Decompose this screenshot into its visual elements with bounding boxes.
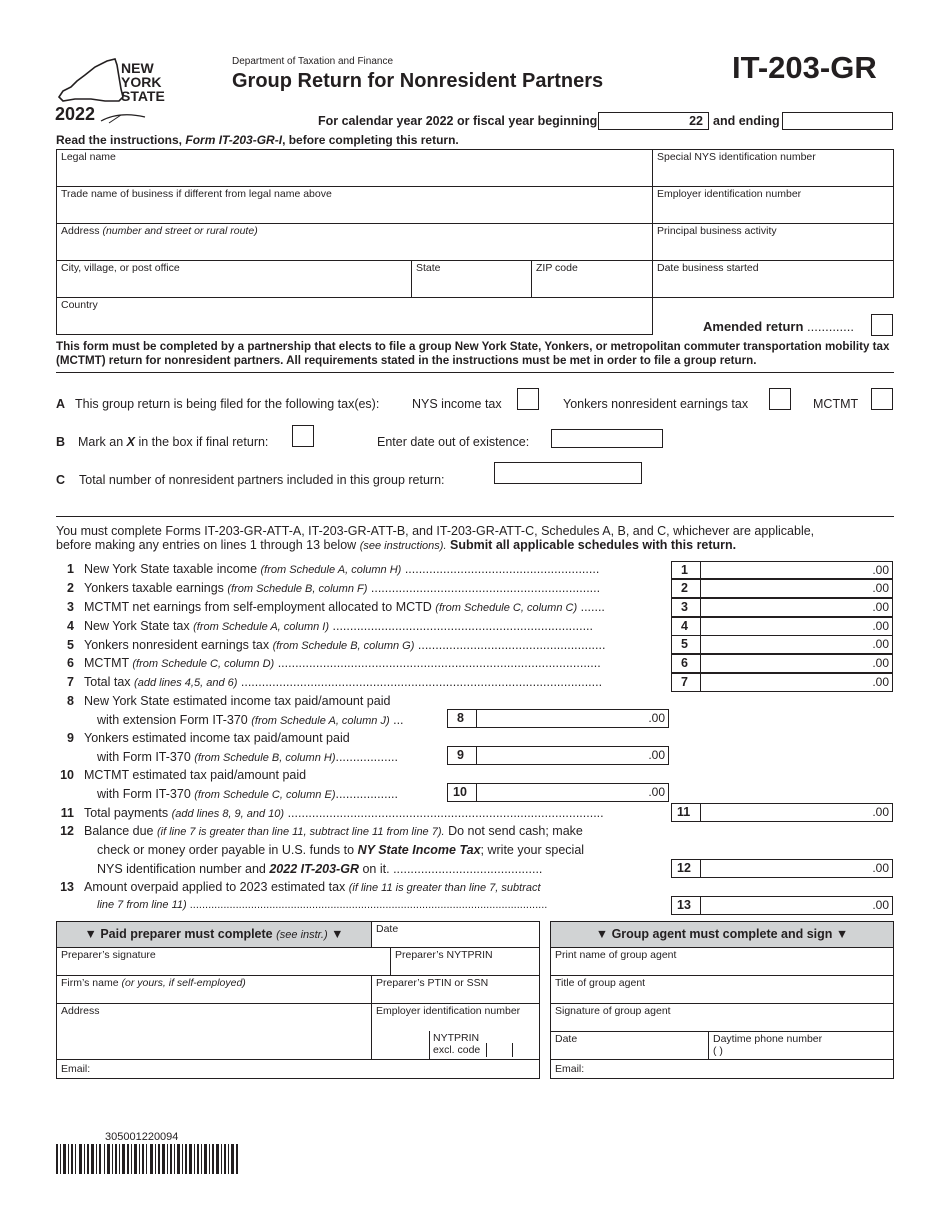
preparer-address-field[interactable]: Address (56, 1003, 372, 1060)
nys-income-tax-checkbox[interactable] (517, 388, 539, 410)
triangle-down-icon: ▼ (835, 927, 849, 941)
paid-preparer-header: ▼ Paid preparer must complete (see instr.) ▼ (56, 921, 372, 948)
question-c-text: Total number of nonresident partners included in this group return: (79, 473, 445, 487)
schedule-instructions-1: You must complete Forms IT-203-GR-ATT-A, IT-203-GR-ATT-B, and IT-203-GR-ATT-C, Schedules A, B, and C, whichever are applicable, (56, 524, 815, 538)
final-return-checkbox[interactable] (292, 425, 314, 447)
date-out-of-existence-label: Enter date out of existence: (377, 435, 530, 449)
line-13-amount[interactable]: .00 (700, 896, 893, 915)
logo-text-state: STATE (121, 88, 165, 104)
special-id-field[interactable]: Special NYS identification number (652, 149, 894, 187)
divider-mid (56, 516, 894, 517)
line-12-amount[interactable]: .00 (700, 859, 893, 878)
date-started-field[interactable]: Date business started (652, 260, 894, 298)
date-out-of-existence-field[interactable] (551, 429, 663, 448)
yonkers-tax-checkbox[interactable] (769, 388, 791, 410)
amended-return-checkbox[interactable] (871, 314, 893, 336)
fiscal-begin-year: 22 (689, 114, 703, 128)
preparer-signature-field[interactable]: Preparer’s signature (56, 947, 391, 976)
agent-title-field[interactable]: Title of group agent (550, 975, 894, 1004)
group-agent-section (550, 921, 894, 1079)
preparer-nytprin-field[interactable]: Preparer’s NYTPRIN (390, 947, 540, 976)
paid-preparer-section (56, 921, 540, 1079)
line-6-amount[interactable]: .00 (700, 654, 893, 673)
amended-return-label: Amended return ............. (703, 319, 854, 334)
preparer-ein-field[interactable]: Employer identification number (371, 1003, 540, 1032)
department-name: Department of Taxation and Finance (232, 56, 394, 67)
group-agent-header: ▼ Group agent must complete and sign ▼ (550, 921, 894, 948)
divider-top (56, 372, 894, 373)
triangle-down-icon: ▼ (595, 927, 609, 941)
line-10-amount[interactable]: .00 (476, 783, 669, 802)
agent-date-field[interactable]: Date (550, 1031, 709, 1060)
logo-text-new: NEW (121, 60, 154, 76)
yonkers-tax-label: Yonkers nonresident earnings tax (563, 397, 749, 411)
read-instructions: Read the instructions, Form IT-203-GR-I, before completing this return. (56, 133, 459, 147)
agent-name-field[interactable]: Print name of group agent (550, 947, 894, 976)
nytprin-excl-code-field[interactable]: NYTPRIN excl. code (371, 1031, 540, 1060)
agent-signature-field[interactable]: Signature of group agent (550, 1003, 894, 1032)
line-2-amount[interactable]: .00 (700, 579, 893, 598)
firm-name-field[interactable]: Firm’s name (or yours, if self-employed) (56, 975, 372, 1004)
question-a-text: This group return is being filed for the following tax(es): (75, 397, 380, 411)
state-field[interactable]: State (411, 260, 532, 298)
city-field[interactable]: City, village, or post office (56, 260, 412, 298)
ein-field[interactable]: Employer identification number (652, 186, 894, 224)
preparer-ptin-field[interactable]: Preparer’s PTIN or SSN (371, 975, 540, 1004)
line-4-amount[interactable]: .00 (700, 617, 893, 636)
fiscal-end-field[interactable] (782, 112, 893, 130)
partner-count-field[interactable] (494, 462, 642, 484)
logo-text-york: YORK (121, 74, 162, 90)
agent-phone-field[interactable]: Daytime phone number ( ) (708, 1031, 894, 1060)
identification-grid (56, 149, 894, 336)
barcode-icon (56, 1144, 240, 1174)
line-1-amount[interactable]: .00 (700, 561, 893, 579)
mctmt-label: MCTMT (813, 397, 859, 411)
new-york-state-map-icon (55, 57, 130, 107)
fiscal-begin-field[interactable] (598, 112, 709, 130)
preparer-date-field[interactable]: Date (371, 921, 540, 948)
zip-field[interactable]: ZIP code (531, 260, 653, 298)
line-5-amount[interactable]: .00 (700, 635, 893, 654)
triangle-down-icon: ▼ (331, 927, 344, 941)
business-activity-field[interactable]: Principal business activity (652, 223, 894, 261)
agent-email-field[interactable]: Email: (550, 1059, 894, 1079)
preparer-email-field[interactable]: Email: (56, 1059, 540, 1079)
line-9-amount[interactable]: .00 (476, 746, 669, 765)
form-id: IT-203-GR (732, 50, 877, 85)
mctmt-checkbox[interactable] (871, 388, 893, 410)
schedule-instructions-2: before making any entries on lines 1 through 13 below (see instructions). Submit all applicable schedules with this return. (56, 538, 737, 552)
period-ending-label: and ending (713, 114, 780, 128)
question-a-letter: A (56, 397, 66, 411)
group-return-notice: This form must be completed by a partnership that elects to file a group New York State, Yonkers, or metropolitan commuter transportation mobility tax (MCTMT) return for nonresident partners. All requirements stated in the instructions must be met in order to file a group return. (56, 340, 890, 367)
line-7-amount[interactable]: .00 (700, 673, 893, 692)
triangle-down-icon: ▼ (84, 927, 97, 941)
form-title: Group Return for Nonresident Partners (232, 70, 604, 92)
line-8-amount[interactable]: .00 (476, 709, 669, 728)
legal-name-field[interactable]: Legal name (56, 149, 653, 187)
question-c-letter: C (56, 473, 66, 487)
form-year: 2022 (55, 104, 96, 124)
nys-logo (55, 55, 175, 125)
period-label: For calendar year 2022 or fiscal year beginning (318, 114, 598, 128)
swoosh-icon (99, 111, 149, 125)
trade-name-field[interactable]: Trade name of business if different from legal name above (56, 186, 653, 224)
line-11-amount[interactable]: .00 (700, 803, 893, 822)
line-3-amount[interactable]: .00 (700, 598, 893, 617)
country-field[interactable]: Country (56, 297, 653, 335)
address-field[interactable]: Address (number and street or rural route) (56, 223, 653, 261)
barcode-number: 305001220094 (105, 1131, 179, 1143)
nys-income-tax-label: NYS income tax (412, 397, 502, 411)
question-b-letter: B (56, 435, 66, 449)
question-b-text: Mark an X in the box if final return: (78, 435, 269, 449)
